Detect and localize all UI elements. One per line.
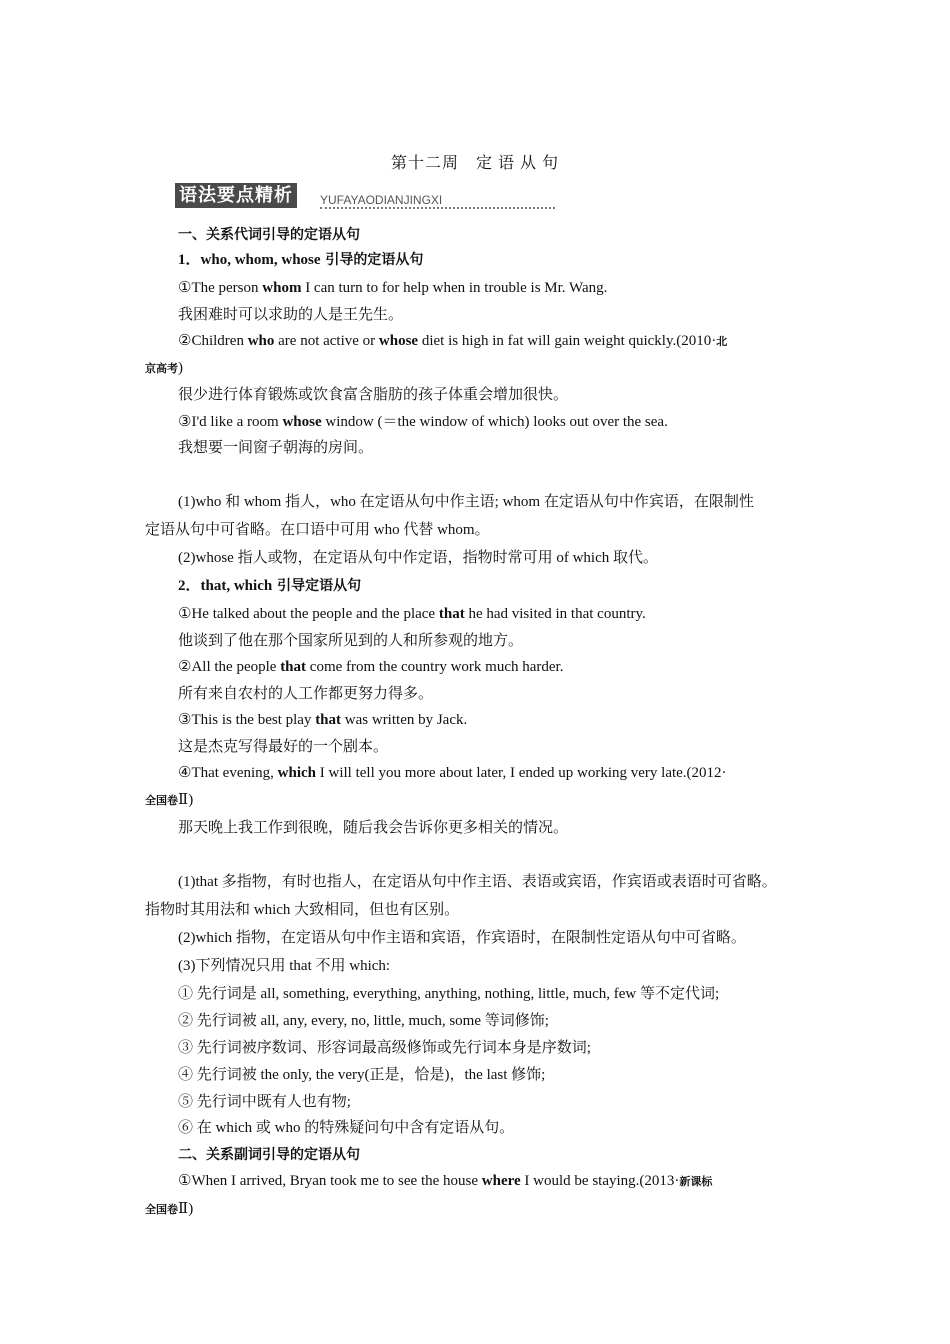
example-translation: 很少进行体育锻炼或饮食富含脂肪的孩子体重会增加很快。 [178,387,569,403]
source-end: ) [178,360,183,376]
example-translation: 他谈到了他在那个国家所见到的人和所参观的地方。 [178,633,524,649]
source-tag: 全国卷 [145,1203,178,1216]
note-paragraph: (3)下列情况只用 that 不用 which: [178,958,391,974]
subsection-title: 引导定语从句 [272,578,362,594]
keyword: whose [282,414,322,430]
source-end: Ⅱ) [178,792,194,808]
keyword: who [247,333,275,349]
example-sentence [178,412,818,432]
keyword: that [438,606,465,622]
source-tag: 京高考 [145,362,178,375]
section-banner [175,183,555,211]
source-tag: 新课标 [679,1175,713,1188]
example-text: come from the country work much harder. [306,659,564,675]
keyword: that [315,712,342,728]
example-text: I will tell you more about later, I ended up working very late.(2012· [316,765,727,781]
example-translation: 我想要一间窗子朝海的房间。 [178,440,374,456]
example-text: ④That evening, [178,765,278,781]
subsection-keywords: that, which [200,578,273,594]
banner-label: 语法要点精析 [175,183,297,208]
note-paragraph: (2)whose 指人或物，在定语从句中作定语，指物时常可用 of which 取代。 [178,550,658,566]
example-text: ②All the people [178,659,281,675]
banner-dotted-line [320,207,555,209]
list-item: ④ 先行词被 the only, the very(正是，恰是)，the last 修饰; [178,1067,546,1083]
example-sentence [178,331,818,352]
example-translation: 这是杰克写得最好的一个剧本。 [178,739,389,755]
example-sentence [178,710,818,730]
note-paragraph: (1)that 多指物，有时也指人，在定语从句中作主语、表语或宾语，作宾语或表语时可省略。 [178,874,777,890]
example-translation: 那天晚上我工作到很晚，随后我会告诉你更多相关的情况。 [178,820,569,836]
example-text: ③I'd like a room [178,414,283,430]
example-sentence [178,604,818,624]
example-text: I would be staying.(2013· [520,1173,680,1189]
subsection-number: 1． [178,252,201,268]
example-source [145,790,815,811]
keyword: which [277,765,317,781]
list-item: ⑤ 先行词中既有人也有物; [178,1094,351,1110]
subsection-number: 2． [178,578,201,594]
banner-pinyin: YUFAYAODIANJINGXI [320,193,443,207]
example-text: was written by Jack. [341,712,468,728]
example-text: ①When I arrived, Bryan took me to see the house [178,1173,482,1189]
subsection-title: 引导的定语从句 [320,252,424,268]
note-paragraph-cont: 定语从句中可省略。在口语中可用 who 代替 whom。 [145,522,490,538]
example-text: I can turn to for help when in trouble is Mr. Wang. [301,280,608,296]
example-source [145,358,815,379]
section-1-heading: 一、关系代词引导的定语从句 [178,227,360,243]
example-sentence [178,657,818,677]
keyword: whose [378,333,419,349]
example-text: ①The person [178,280,263,296]
example-sentence [178,763,818,783]
list-item: ② 先行词被 all, any, every, no, little, much, some 等词修饰; [178,1013,549,1029]
subsection-keywords: who, whom, whose [200,252,321,268]
keyword: that [280,659,307,675]
example-text: ②Children [178,333,248,349]
example-text: ①He talked about the people and the place [178,606,439,622]
note-paragraph: (1)who 和 whom 指人，who 在定语从句中作主语; whom 在定语从句中作宾语，在限制性 [178,494,754,510]
source-tag: 全国卷 [145,794,178,807]
example-text: are not active or [274,333,379,349]
example-translation: 我困难时可以求助的人是王先生。 [178,307,404,323]
note-paragraph: (2)which 指物，在定语从句中作主语和宾语，作宾语时，在限制性定语从句中可省略。 [178,930,746,946]
list-item: ③ 先行词被序数词、形容词最高级修饰或先行词本身是序数词; [178,1040,591,1056]
subsection-1-heading [178,250,818,270]
keyword: where [481,1173,521,1189]
source-tag: 北 [716,335,728,348]
list-item: ⑥ 在 which 或 who 的特殊疑问句中含有定语从句。 [178,1120,515,1136]
source-end: Ⅱ) [178,1201,194,1217]
note-paragraph-cont: 指物时其用法和 which 大致相同，但也有区别。 [145,902,460,918]
subsection-2-heading [178,576,818,596]
section-2-heading: 二、关系副词引导的定语从句 [178,1147,360,1163]
example-text: ③This is the best play [178,712,316,728]
page-title: 第十二周 定 语 从 句 [390,155,559,172]
example-text: window (＝the window of which) looks out over the sea. [321,414,668,430]
example-text: diet is high in fat will gain weight quickly.(2010· [418,333,717,349]
example-text: he had visited in that country. [464,606,646,622]
keyword: whom [262,280,302,296]
example-source [145,1199,815,1220]
example-translation: 所有来自农村的人工作都更努力得多。 [178,686,434,702]
list-item: ① 先行词是 all, something, everything, anything, nothing, little, much, few 等不定代词; [178,986,720,1002]
example-sentence [178,1171,818,1192]
example-sentence [178,278,818,298]
